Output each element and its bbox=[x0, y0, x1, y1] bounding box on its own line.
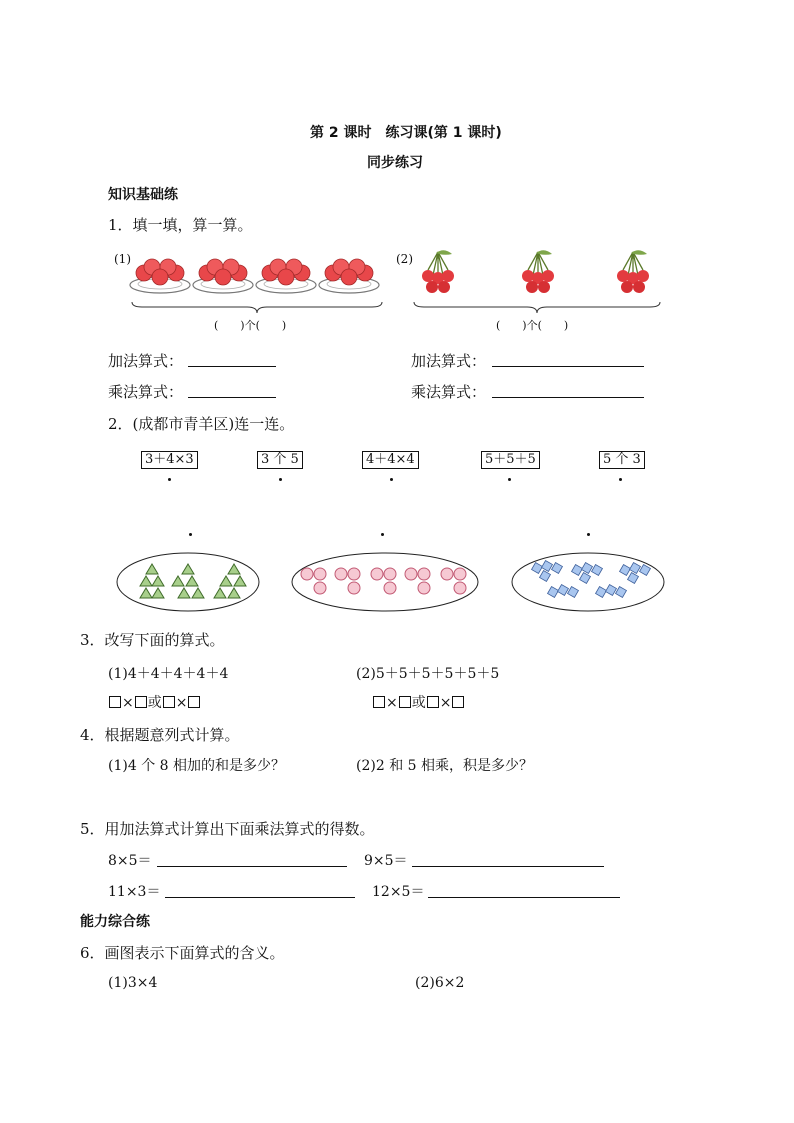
q5-answer-2[interactable] bbox=[412, 866, 604, 867]
expr-box: 3 个 5 bbox=[257, 451, 303, 469]
apple bbox=[278, 269, 294, 285]
plate-group-2 bbox=[193, 259, 253, 293]
times-sign: × bbox=[386, 695, 398, 711]
or-text: 或 bbox=[147, 695, 162, 711]
circle-item bbox=[418, 582, 430, 594]
oval-triangles bbox=[116, 552, 260, 612]
connect-dot-box-5[interactable] bbox=[619, 478, 622, 481]
q1-part2-label: (2) bbox=[396, 252, 413, 266]
blank-square[interactable] bbox=[163, 696, 175, 708]
cherry bbox=[542, 270, 554, 282]
blank-square[interactable] bbox=[109, 696, 121, 708]
circle-item bbox=[371, 568, 383, 580]
connect-dot-box-1[interactable] bbox=[168, 478, 171, 481]
q3-part2-answer[interactable] bbox=[372, 692, 465, 712]
oval-diamonds bbox=[511, 552, 665, 612]
q5-item-1: 8×5＝ bbox=[108, 853, 152, 869]
oval-circles bbox=[291, 552, 479, 612]
blank-square[interactable] bbox=[399, 696, 411, 708]
section-ability: 能力综合练 bbox=[80, 914, 150, 930]
cherry-bunch-2 bbox=[522, 250, 554, 293]
q1-add-label-right: 加法算式： bbox=[411, 352, 487, 370]
q2-stem: 2．(成都市青羊区)连一连。 bbox=[108, 415, 295, 433]
circle-item bbox=[384, 582, 396, 594]
cherry bbox=[617, 270, 629, 282]
circle-item bbox=[314, 582, 326, 594]
circle-item bbox=[301, 568, 313, 580]
times-sign: × bbox=[439, 695, 452, 711]
q1-part1-blank[interactable]: ( )个( ) bbox=[214, 319, 287, 332]
circle-item bbox=[454, 582, 466, 594]
cherry bbox=[633, 281, 645, 293]
circle-item bbox=[335, 568, 347, 580]
q4-stem: 4．根据题意列式计算。 bbox=[80, 726, 240, 744]
q4-part2: (2)2 和 5 相乘，积是多少？ bbox=[356, 758, 533, 774]
cherry bbox=[637, 270, 649, 282]
circle-item bbox=[454, 568, 466, 580]
q1-mul-answer-left[interactable] bbox=[188, 397, 276, 398]
or-text: 或 bbox=[411, 695, 426, 711]
blank-square[interactable] bbox=[452, 696, 464, 708]
cherry-bunch-1 bbox=[422, 250, 454, 293]
q1-mul-label-left: 乘法算式： bbox=[108, 383, 184, 401]
connect-dot-box-3[interactable] bbox=[390, 478, 393, 481]
q6-part1: (1)3×4 bbox=[108, 975, 158, 991]
circle-item bbox=[314, 568, 326, 580]
cherries-illustration bbox=[410, 250, 670, 305]
circle-item bbox=[348, 582, 360, 594]
q1-part2-brace bbox=[414, 302, 660, 314]
q3-stem: 3．改写下面的算式。 bbox=[80, 631, 225, 649]
q1-add-label-left: 加法算式： bbox=[108, 352, 184, 370]
q2-box-5[interactable] bbox=[599, 448, 645, 469]
q1-part1-label: (1) bbox=[114, 252, 131, 266]
q5-item-2: 9×5＝ bbox=[364, 853, 408, 869]
q1-mul-label-right: 乘法算式： bbox=[411, 383, 487, 401]
expr-box: 5＋5＋5 bbox=[481, 451, 540, 469]
connect-dot-oval-2[interactable] bbox=[381, 533, 384, 536]
blank-square[interactable] bbox=[427, 696, 439, 708]
q1-add-answer-left[interactable] bbox=[188, 366, 276, 367]
cherry bbox=[426, 281, 438, 293]
page-subtitle: 同步练习 bbox=[367, 155, 423, 171]
cherry bbox=[438, 281, 450, 293]
q2-box-3[interactable] bbox=[362, 448, 419, 469]
q5-item-4: 12×5＝ bbox=[372, 884, 425, 900]
circle-item bbox=[405, 568, 417, 580]
connect-dot-oval-1[interactable] bbox=[189, 533, 192, 536]
plate-group-4 bbox=[319, 259, 379, 293]
circle-item bbox=[418, 568, 430, 580]
q1-stem: 1．填一填，算一算。 bbox=[108, 216, 253, 234]
expr-box: 3＋4×3 bbox=[141, 451, 198, 469]
section-basic: 知识基础练 bbox=[108, 187, 178, 203]
q1-add-answer-right[interactable] bbox=[492, 366, 644, 367]
cherry bbox=[522, 270, 534, 282]
page-title: 第 2 课时 练习课(第 1 课时) bbox=[310, 125, 502, 141]
q3-part2-expr: (2)5＋5＋5＋5＋5＋5 bbox=[356, 666, 500, 682]
plate-group-3 bbox=[256, 259, 316, 293]
q3-part1-answer[interactable] bbox=[108, 692, 201, 712]
q5-stem: 5．用加法算式计算出下面乘法算式的得数。 bbox=[80, 820, 375, 838]
connect-dot-box-2[interactable] bbox=[279, 478, 282, 481]
plate-group-1 bbox=[130, 259, 190, 293]
q5-item-3: 11×3＝ bbox=[108, 884, 161, 900]
q4-part1: (1)4 个 8 相加的和是多少？ bbox=[108, 758, 285, 774]
q1-part2-blank[interactable]: ( )个( ) bbox=[496, 319, 569, 332]
q6-stem: 6．画图表示下面算式的含义。 bbox=[80, 944, 285, 962]
expr-box: 4＋4×4 bbox=[362, 451, 419, 469]
blank-square[interactable] bbox=[188, 696, 200, 708]
q3-part1-expr: (1)4＋4＋4＋4＋4 bbox=[108, 666, 229, 682]
q2-box-2[interactable] bbox=[257, 448, 303, 469]
q5-answer-1[interactable] bbox=[157, 866, 347, 867]
cherry bbox=[538, 281, 550, 293]
apple bbox=[152, 269, 168, 285]
cherry-bunch-3 bbox=[617, 250, 649, 293]
cherry bbox=[442, 270, 454, 282]
connect-dot-box-4[interactable] bbox=[508, 478, 511, 481]
circle-item bbox=[348, 568, 360, 580]
circle-item bbox=[441, 568, 453, 580]
blank-square[interactable] bbox=[135, 696, 147, 708]
q2-box-1[interactable] bbox=[141, 448, 198, 469]
circle-item bbox=[384, 568, 396, 580]
apple bbox=[215, 269, 231, 285]
expr-box: 5 个 3 bbox=[599, 451, 645, 469]
q1-mul-answer-right[interactable] bbox=[492, 397, 644, 398]
q1-part1-brace bbox=[132, 302, 382, 314]
q5-answer-3[interactable] bbox=[165, 897, 355, 898]
times-sign: × bbox=[122, 695, 134, 711]
q5-answer-4[interactable] bbox=[428, 897, 620, 898]
cherry bbox=[422, 270, 434, 282]
times-sign: × bbox=[175, 695, 188, 711]
q2-box-4[interactable] bbox=[481, 448, 540, 469]
q6-part2: (2)6×2 bbox=[415, 975, 465, 991]
connect-dot-oval-3[interactable] bbox=[587, 533, 590, 536]
cherry bbox=[526, 281, 538, 293]
apple bbox=[341, 269, 357, 285]
blank-square[interactable] bbox=[373, 696, 385, 708]
cherry bbox=[621, 281, 633, 293]
